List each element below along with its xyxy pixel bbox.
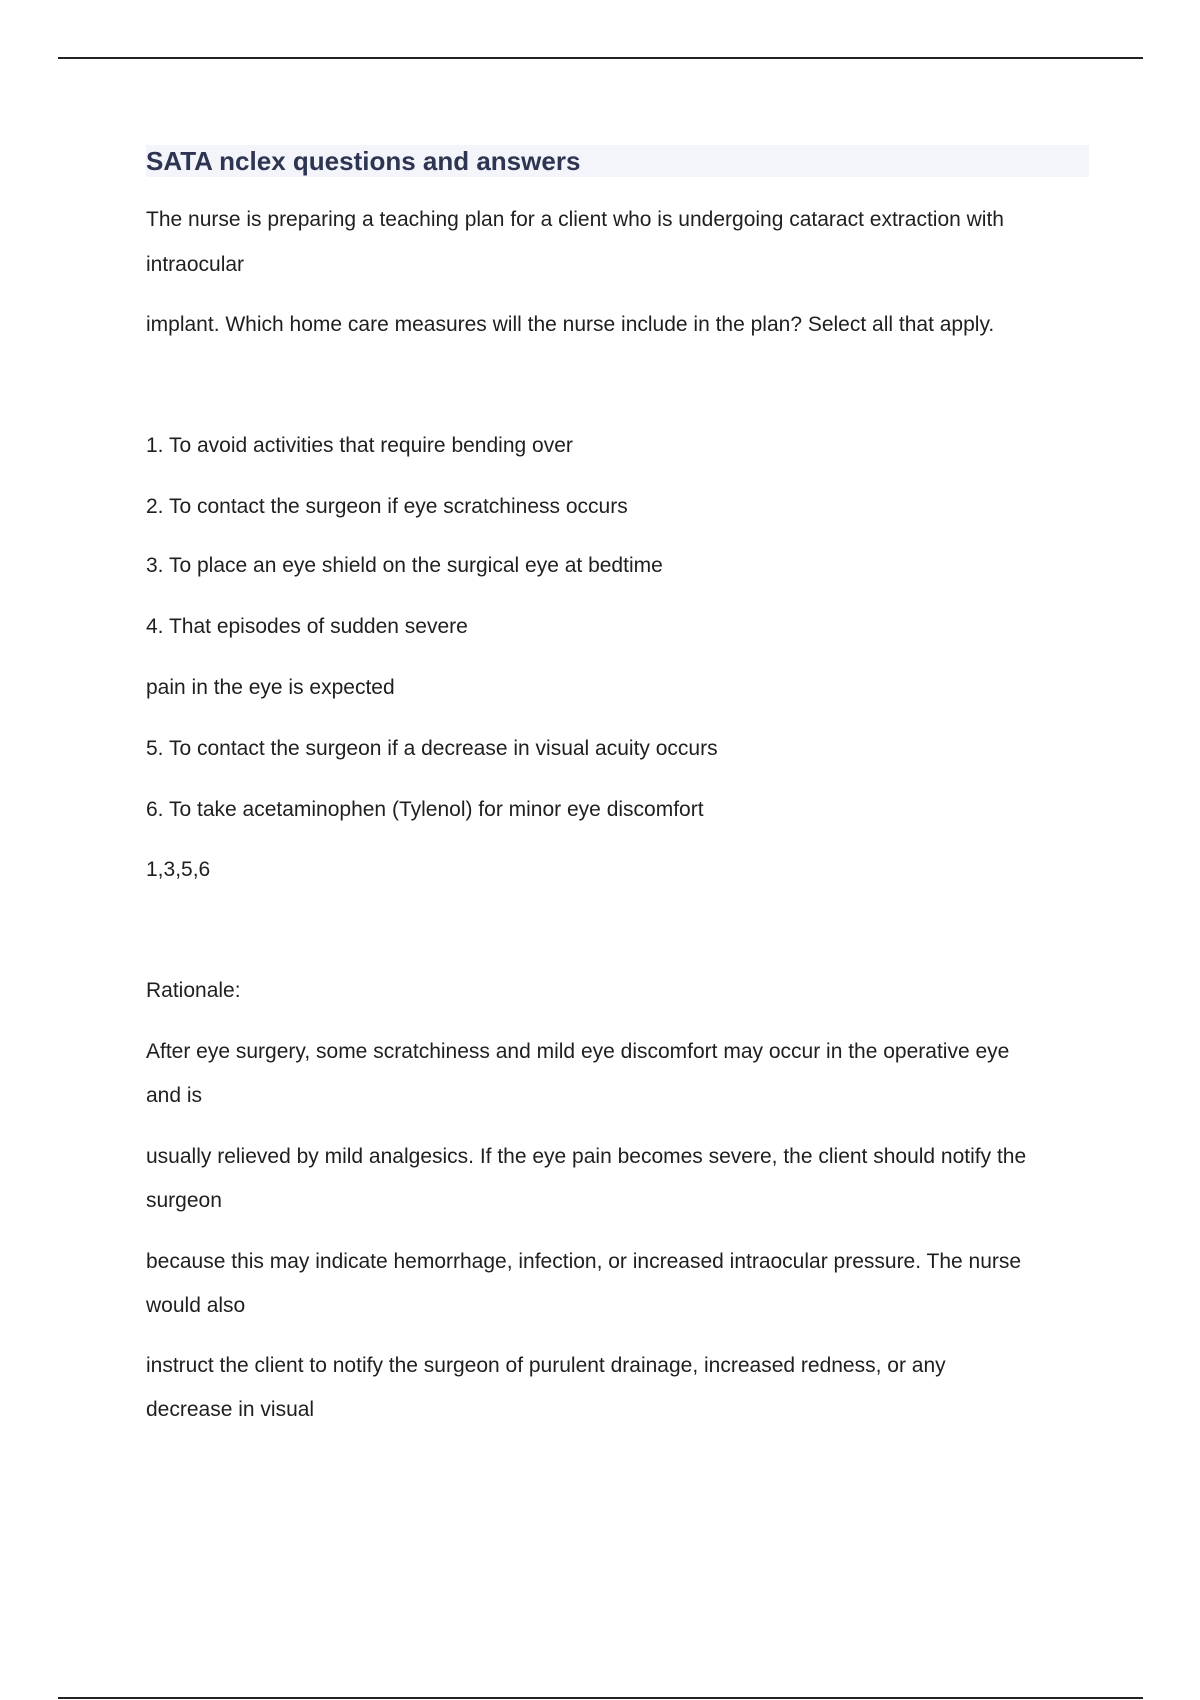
rationale-line-6: would also bbox=[146, 1294, 246, 1317]
question-line-2: intraocular bbox=[146, 253, 245, 276]
answer-key: 1,3,5,6 bbox=[146, 858, 211, 881]
rationale-line-5: because this may indicate hemorrhage, infection, or increased intraocular pressure. The nurse bbox=[146, 1250, 1022, 1273]
option-1: 1. To avoid activities that require bending over bbox=[146, 434, 573, 457]
question-line-3: implant. Which home care measures will the nurse include in the plan? Select all that apply. bbox=[146, 313, 995, 336]
rationale-line-8: decrease in visual bbox=[146, 1398, 315, 1421]
rationale-line-1: After eye surgery, some scratchiness and mild eye discomfort may occur in the operative eye bbox=[146, 1040, 1010, 1063]
rationale-line-2: and is bbox=[146, 1084, 203, 1107]
option-4: 4. That episodes of sudden severe bbox=[146, 615, 468, 638]
rationale-line-4: surgeon bbox=[146, 1189, 222, 1212]
option-5: 5. To contact the surgeon if a decrease in visual acuity occurs bbox=[146, 737, 718, 760]
option-6: 6. To take acetaminophen (Tylenol) for minor eye discomfort bbox=[146, 798, 704, 821]
option-4-continued: pain in the eye is expected bbox=[146, 676, 395, 699]
document-title: SATA nclex questions and answers bbox=[146, 146, 581, 176]
header-rule bbox=[58, 57, 1143, 59]
option-3: 3. To place an eye shield on the surgical eye at bedtime bbox=[146, 554, 663, 577]
rationale-line-3: usually relieved by mild analgesics. If the eye pain becomes severe, the client should notify the bbox=[146, 1145, 1027, 1168]
footer-rule bbox=[58, 1697, 1143, 1699]
question-line-1: The nurse is preparing a teaching plan for a client who is undergoing cataract extraction with bbox=[146, 208, 1004, 231]
rationale-label: Rationale: bbox=[146, 979, 241, 1002]
option-2: 2. To contact the surgeon if eye scratchiness occurs bbox=[146, 495, 628, 518]
rationale-line-7: instruct the client to notify the surgeon of purulent drainage, increased redness, or any bbox=[146, 1354, 946, 1377]
